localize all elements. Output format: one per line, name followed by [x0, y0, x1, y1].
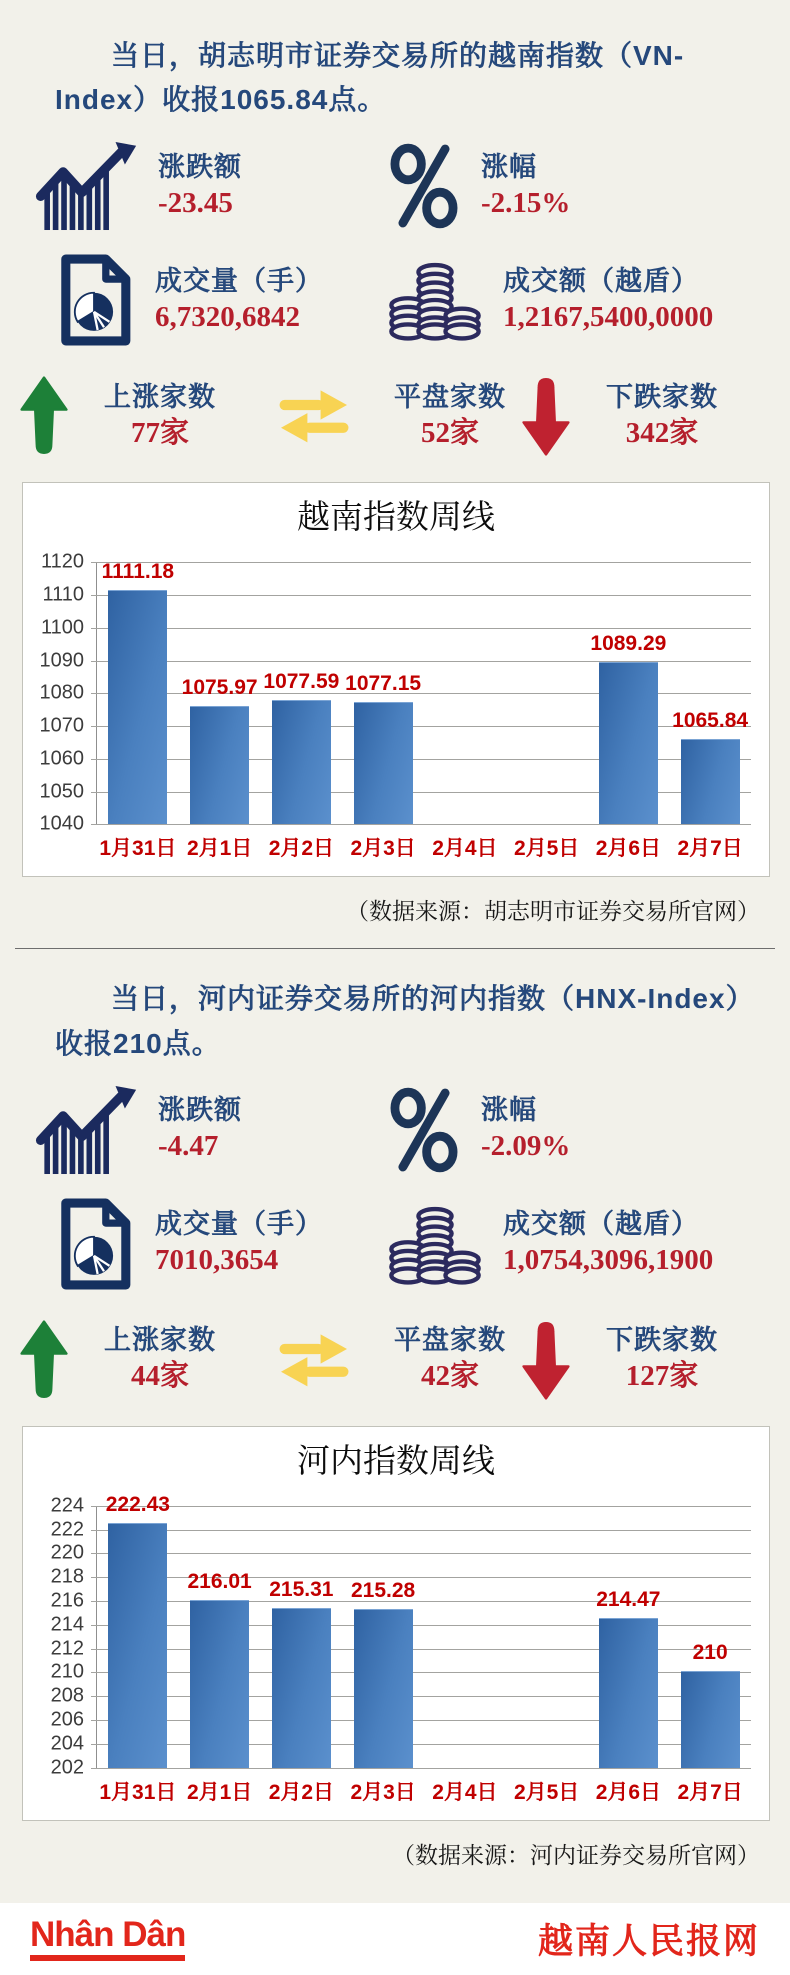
bar-value-label: 214.47	[596, 1588, 661, 1612]
percent-icon	[387, 141, 461, 231]
stat-label: 平盘家数	[394, 1325, 506, 1356]
stat-label: 成交额（越盾）	[503, 1209, 699, 1240]
bar	[263, 670, 340, 824]
chart-body	[23, 1493, 769, 1779]
bar-slot	[669, 1506, 751, 1768]
bar	[681, 1641, 740, 1767]
bar-slot	[588, 562, 670, 824]
x-axis-label: 2月2日	[268, 1780, 335, 1804]
chart-body	[23, 550, 769, 835]
chart-panel-vn-index	[22, 482, 770, 877]
stat-label: 下跌家数	[606, 381, 718, 412]
bar-slot	[506, 1506, 588, 1768]
stat-label: 成交量（手）	[155, 265, 323, 296]
bar-slot	[179, 562, 261, 824]
stat-change	[35, 140, 387, 232]
y-tick-label: 216	[50, 1589, 84, 1612]
stat-value: 6,7320,6842	[155, 300, 300, 333]
chart-title: 越南指数周线	[297, 500, 495, 537]
x-axis-labels	[97, 832, 751, 862]
stat-label: 平盘家数	[394, 381, 506, 412]
stat-value: 127家	[625, 1359, 699, 1392]
y-tick-label: 220	[50, 1541, 84, 1564]
bar-value-label: 215.28	[350, 1578, 416, 1602]
y-tick-label: 222	[50, 1518, 84, 1541]
up-arrow-icon	[18, 376, 70, 456]
bar	[596, 1588, 661, 1768]
stat-volume	[35, 250, 387, 350]
bar-value-label: 216.01	[187, 1569, 252, 1593]
stats-row-breadth	[0, 1320, 790, 1400]
chart-title: 河内指数周线	[297, 1443, 495, 1480]
x-axis-label: 1月31日	[99, 837, 177, 861]
stats-row-volume	[0, 250, 790, 350]
stat-value: 52家	[420, 416, 479, 449]
bar	[101, 560, 175, 824]
stat-value: -2.15%	[481, 186, 571, 219]
bar-slot	[342, 562, 424, 824]
stat-value: 7010,3654	[155, 1243, 279, 1276]
footer	[0, 1903, 790, 1975]
bar	[187, 1569, 252, 1768]
stat-turnover	[387, 250, 713, 350]
stat-value: -4.47	[158, 1129, 219, 1162]
x-axis-label: 2月3日	[350, 1780, 416, 1804]
stat-value: -2.09%	[481, 1129, 571, 1162]
y-tick-label: 204	[50, 1732, 84, 1755]
coins-icon	[387, 254, 483, 346]
stat-label: 涨幅	[481, 151, 537, 182]
y-tick-label: 1050	[39, 780, 84, 803]
stat-value: 77家	[130, 416, 189, 449]
bar-slot	[179, 1506, 261, 1768]
bar-value-label: 1075.97	[181, 675, 258, 699]
bar	[345, 671, 422, 825]
stat-label: 涨幅	[481, 1095, 537, 1126]
site-name: 越南人民报网	[537, 1922, 760, 1961]
stat-value: -23.45	[158, 186, 233, 219]
transfer-arrows-icon	[268, 383, 360, 449]
x-axis-label: 2月5日	[513, 837, 580, 861]
gridline	[91, 1768, 751, 1769]
bar-slot	[506, 562, 588, 824]
document-pie-icon	[53, 1194, 135, 1294]
data-source-note: （数据来源：胡志明市证券交易所官网）	[346, 898, 760, 925]
x-axis-label: 2月3日	[350, 837, 416, 861]
bar-slot	[588, 1506, 670, 1768]
bar	[672, 708, 749, 825]
stat-turnover	[387, 1194, 713, 1294]
gridline	[91, 824, 751, 825]
bar-slot	[424, 1506, 506, 1768]
stat-advancers	[18, 1320, 268, 1400]
hnx-index-section	[0, 949, 790, 1869]
document-pie-icon	[53, 250, 135, 350]
y-tick-label: 210	[50, 1660, 84, 1683]
y-tick-label: 1090	[39, 649, 84, 672]
coins-icon	[387, 1198, 483, 1290]
y-tick-label: 206	[50, 1708, 84, 1731]
stat-label: 涨跌额	[158, 1095, 242, 1126]
stats-row-change	[0, 1084, 790, 1176]
bar-value-label: 222.43	[105, 1493, 170, 1517]
percent-icon	[387, 1085, 461, 1175]
x-axis-label: 2月1日	[186, 1780, 253, 1804]
x-axis-label: 2月7日	[677, 837, 743, 861]
bar-value-label: 1089.29	[590, 631, 667, 655]
nhandan-logo: Nhân Dân	[30, 1917, 185, 1961]
trend-chart-icon	[35, 140, 138, 232]
x-axis-label: 1月31日	[99, 1780, 177, 1804]
bar-slot	[97, 1493, 179, 1768]
plot-area	[96, 562, 751, 824]
y-tick-label: 1040	[39, 812, 84, 835]
bar-value-label: 1077.15	[345, 671, 422, 695]
y-tick-label: 1080	[39, 681, 84, 704]
stat-volume	[35, 1194, 387, 1294]
bar-slot	[261, 562, 343, 824]
stats-row-volume	[0, 1194, 790, 1294]
x-axis-label: 2月7日	[677, 1780, 743, 1804]
stats-row-breadth	[0, 376, 790, 456]
transfer-arrows-icon	[268, 1327, 360, 1393]
down-arrow-icon	[520, 1320, 572, 1400]
bar	[181, 675, 258, 825]
stat-unchanged	[268, 376, 520, 456]
y-tick-label: 214	[50, 1613, 84, 1636]
bar	[269, 1578, 334, 1768]
vn-index-section	[0, 0, 790, 926]
bar-slot	[261, 1506, 343, 1768]
stat-label: 下跌家数	[606, 1325, 718, 1356]
bar-value-label: 1077.59	[263, 670, 340, 694]
stat-label: 成交量（手）	[155, 1209, 323, 1240]
stat-advancers	[18, 376, 268, 456]
data-source-note: （数据来源：河内证券交易所官网）	[392, 1841, 760, 1868]
stat-unchanged	[268, 1320, 520, 1400]
stat-value: 44家	[130, 1359, 189, 1392]
stat-label: 涨跌额	[158, 151, 242, 182]
bar-value-label: 1065.84	[672, 708, 749, 732]
stat-label: 成交额（越盾）	[503, 265, 699, 296]
bar-slot	[97, 562, 179, 824]
stat-pct-change	[387, 140, 570, 232]
x-axis-label: 2月6日	[595, 1780, 662, 1804]
stat-value: 42家	[420, 1359, 479, 1392]
x-axis-label: 2月4日	[432, 837, 498, 861]
y-tick-label: 202	[50, 1756, 84, 1779]
section-headline: 当日，胡志明市证券交易所的越南指数（VN-Index）收报1065.84点。	[55, 40, 685, 116]
x-axis-label: 2月2日	[268, 837, 335, 861]
y-tick-label: 224	[50, 1494, 84, 1517]
stat-value: 1,2167,5400,0000	[503, 300, 714, 333]
x-axis-label: 2月4日	[432, 1780, 498, 1804]
down-arrow-icon	[520, 376, 572, 456]
bar	[350, 1578, 416, 1768]
up-arrow-icon	[18, 1320, 70, 1400]
stat-decliners	[520, 376, 770, 456]
y-tick-label: 208	[50, 1684, 84, 1707]
stat-change	[35, 1084, 387, 1176]
y-tick-label: 1110	[42, 583, 84, 606]
stat-value: 342家	[625, 416, 699, 449]
stat-pct-change	[387, 1084, 570, 1176]
bars	[97, 562, 751, 824]
bar-slot	[342, 1506, 424, 1768]
x-axis-label: 2月1日	[186, 837, 253, 861]
bar-slot	[424, 562, 506, 824]
chart-panel-hnx-index	[22, 1426, 770, 1821]
bar-slot	[669, 562, 751, 824]
y-axis-labels	[23, 1494, 96, 1779]
y-tick-label: 218	[50, 1565, 84, 1588]
section-headline: 当日，河内证券交易所的河内指数（HNX-Index）收报210点。	[55, 983, 741, 1059]
stat-decliners	[520, 1320, 770, 1400]
y-tick-label: 1100	[40, 616, 84, 639]
stats-row-change	[0, 140, 790, 232]
bar-value-label: 215.31	[269, 1578, 334, 1602]
y-tick-label: 212	[50, 1637, 84, 1660]
x-axis-label: 2月5日	[513, 1780, 580, 1804]
bar-value-label: 1111.18	[101, 560, 175, 584]
trend-chart-icon	[35, 1084, 138, 1176]
stat-value: 1,0754,3096,1900	[503, 1243, 714, 1276]
y-tick-label: 1060	[39, 747, 84, 770]
stat-label: 上涨家数	[104, 381, 216, 412]
stat-label: 上涨家数	[104, 1325, 216, 1356]
y-tick-label: 1070	[39, 714, 84, 737]
y-axis-labels	[23, 550, 96, 835]
bar	[590, 631, 667, 824]
bar-value-label: 210	[692, 1641, 728, 1665]
y-tick-label: 1120	[40, 550, 84, 573]
x-axis-labels	[97, 1776, 751, 1806]
bar	[105, 1493, 170, 1767]
plot-area	[96, 1493, 751, 1768]
bars	[97, 1493, 751, 1768]
x-axis-label: 2月6日	[595, 837, 662, 861]
